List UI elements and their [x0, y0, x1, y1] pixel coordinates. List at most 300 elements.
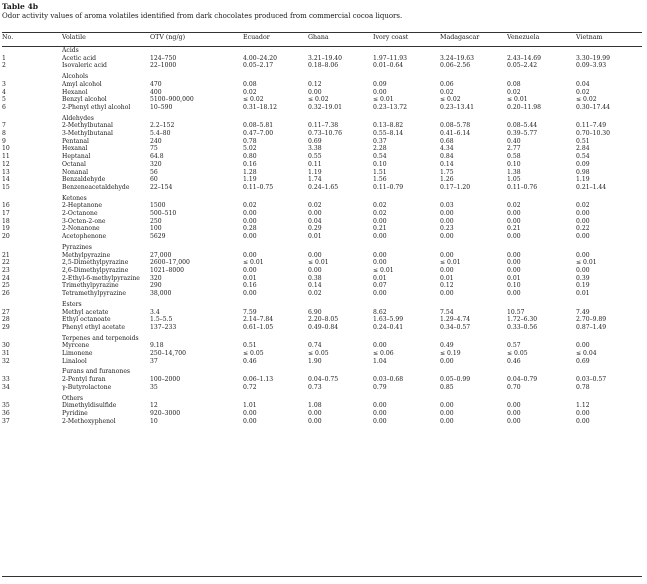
cell-ghana: 0.00	[308, 409, 322, 417]
group-header-row	[2, 298, 642, 309]
cell-madagascar: 0.41–6.14	[440, 130, 471, 138]
cell-vietnam: ≤ 0.02	[576, 96, 597, 104]
cell-ecuador: 0.00	[243, 233, 257, 241]
cell-no: 20	[2, 233, 10, 241]
cell-no: 9	[2, 137, 6, 145]
group-spacer	[2, 332, 62, 343]
cell-venezuela: ≤ 0.05	[507, 350, 528, 358]
cell-otv: 12	[150, 402, 158, 410]
cell-vietnam: 0.51	[576, 137, 590, 145]
cell-no: 11	[2, 153, 10, 161]
table-row	[2, 316, 642, 324]
table-row	[2, 176, 642, 184]
cell-ivory-coast: 1.51	[373, 168, 387, 176]
column-header-ivory-coast: Ivory coast	[373, 34, 409, 41]
cell-volatile: Tetramethylpyrazine	[62, 290, 126, 298]
cell-venezuela: 2.77	[507, 145, 521, 153]
cell-ghana: 0.73–10.76	[308, 130, 343, 138]
cell-ecuador: 0.46	[243, 357, 257, 365]
cell-vietnam: 2.70–9.89	[576, 316, 607, 324]
cell-ecuador: 0.00	[243, 251, 257, 259]
cell-madagascar: 0.05–0.99	[440, 376, 471, 384]
cell-volatile: Octanal	[62, 160, 86, 168]
cell-vietnam: 0.04	[576, 80, 590, 88]
cell-ivory-coast: 0.02	[373, 202, 387, 210]
cell-otv: 1021–8000	[150, 266, 185, 274]
group-name: Furans and furanones	[62, 368, 131, 376]
table-row	[2, 384, 642, 392]
cell-no: 8	[2, 130, 6, 138]
group-name: Others	[62, 394, 84, 402]
cell-volatile: Pyridine	[62, 409, 88, 417]
cell-no: 35	[2, 402, 10, 410]
cell-ghana: 0.11	[308, 160, 322, 168]
cell-volatile: 2-Pentyl furan	[62, 376, 106, 384]
cell-ghana: 1.90	[308, 357, 322, 365]
cell-ecuador: ≤ 0.01	[243, 259, 264, 267]
cell-ecuador: 0.16	[243, 160, 257, 168]
cell-ivory-coast: 0.02	[373, 210, 387, 218]
cell-no: 26	[2, 290, 10, 298]
cell-venezuela: 0.20–11.98	[507, 103, 542, 111]
cell-vietnam: 0.54	[576, 153, 590, 161]
cell-otv: 5100–900,000	[150, 96, 194, 104]
cell-ivory-coast: 0.00	[373, 342, 387, 350]
cell-vietnam: 7.49	[576, 308, 590, 316]
cell-volatile: Limonene	[62, 350, 93, 358]
cell-volatile: 3-Octen-2-one	[62, 217, 106, 225]
cell-madagascar: 0.00	[440, 251, 454, 259]
cell-vietnam: 0.09–3.93	[576, 62, 607, 70]
cell-otv: 2600–17,000	[150, 259, 190, 267]
group-name: Pyrazines	[62, 243, 92, 251]
table-row	[2, 96, 642, 104]
cell-volatile: Hexanol	[62, 88, 88, 96]
cell-ghana: 0.02	[308, 202, 322, 210]
cell-no: 1	[2, 54, 6, 62]
cell-venezuela: 0.58	[507, 153, 521, 161]
group-name: Esters	[62, 300, 82, 308]
cell-vietnam: 0.00	[576, 210, 590, 218]
table-row	[2, 202, 642, 210]
cell-ghana: 0.11–7.38	[308, 122, 339, 130]
cell-madagascar: 0.34–0.57	[440, 323, 471, 331]
cell-ivory-coast: 0.00	[373, 417, 387, 425]
cell-ecuador: 0.80	[243, 153, 257, 161]
cell-no: 29	[2, 323, 10, 331]
cell-ghana: 0.55	[308, 153, 322, 161]
cell-madagascar: 0.00	[440, 417, 454, 425]
cell-vietnam: 0.00	[576, 251, 590, 259]
cell-vietnam: 0.98	[576, 168, 590, 176]
cell-madagascar: 0.00	[440, 409, 454, 417]
cell-ghana: 0.18–8.06	[308, 62, 339, 70]
cell-vietnam: 0.00	[576, 409, 590, 417]
cell-volatile: 3-Methylbutanal	[62, 130, 113, 138]
table-row	[2, 410, 642, 418]
table-header-row	[2, 34, 642, 45]
cell-venezuela: 0.00	[507, 402, 521, 410]
table-row	[2, 233, 642, 241]
cell-no: 24	[2, 274, 10, 282]
cell-ivory-coast: ≤ 0.01	[373, 96, 394, 104]
table-row	[2, 210, 642, 218]
cell-venezuela: 2.43–14.69	[507, 54, 542, 62]
cell-volatile: Hexanal	[62, 145, 88, 153]
cell-no: 31	[2, 350, 10, 358]
cell-otv: 250	[150, 217, 162, 225]
cell-ivory-coast: 0.07	[373, 282, 387, 290]
cell-ecuador: 0.00	[243, 210, 257, 218]
cell-madagascar: 0.14	[440, 160, 454, 168]
cell-venezuela: 1.72–6.30	[507, 316, 538, 324]
cell-otv: 500–510	[150, 210, 177, 218]
cell-vietnam: 0.11–7.49	[576, 122, 607, 130]
cell-madagascar: 0.12	[440, 282, 454, 290]
cell-ecuador: 7.59	[243, 308, 257, 316]
cell-vietnam: ≤ 0.04	[576, 350, 597, 358]
table-row	[2, 81, 642, 89]
cell-vietnam: 0.21–1.44	[576, 183, 607, 191]
cell-no: 3	[2, 80, 6, 88]
cell-ghana: 0.29	[308, 225, 322, 233]
cell-madagascar: 0.00	[440, 290, 454, 298]
table-body	[2, 45, 642, 425]
cell-vietnam: 0.01	[576, 290, 590, 298]
cell-otv: 2.2–152	[150, 122, 175, 130]
cell-venezuela: 0.08	[507, 80, 521, 88]
cell-venezuela: 0.00	[507, 233, 521, 241]
table-row	[2, 290, 642, 298]
cell-ghana: 0.74	[308, 342, 322, 350]
cell-ghana: 3.38	[308, 145, 322, 153]
cell-otv: 100–2000	[150, 376, 181, 384]
cell-ivory-coast: 0.37	[373, 137, 387, 145]
group-name: Ketones	[62, 194, 87, 202]
column-header-vietnam: Vietnam	[576, 34, 603, 41]
table-row	[2, 169, 642, 177]
cell-venezuela: 0.21	[507, 225, 521, 233]
cell-volatile: 2-Phenyl ethyl alcohol	[62, 103, 131, 111]
cell-no: 25	[2, 282, 10, 290]
cell-vietnam: 3.30–19.99	[576, 54, 611, 62]
cell-ecuador: 2.14–7.84	[243, 316, 274, 324]
table-row	[2, 161, 642, 169]
cell-volatile: Amyl alcohol	[62, 80, 102, 88]
table-label: Table 4b	[2, 2, 39, 11]
cell-venezuela: ≤ 0.01	[507, 96, 528, 104]
group-spacer	[2, 365, 62, 376]
cell-ecuador: 1.28	[243, 168, 257, 176]
cell-otv: 75	[150, 145, 158, 153]
cell-venezuela: 10.57	[507, 308, 525, 316]
cell-venezuela: 0.33–0.56	[507, 323, 538, 331]
cell-no: 12	[2, 160, 10, 168]
cell-ivory-coast: 0.00	[373, 88, 387, 96]
cell-no: 36	[2, 409, 10, 417]
cell-madagascar: 0.01	[440, 274, 454, 282]
cell-ecuador: 0.00	[243, 266, 257, 274]
odor-activity-table	[2, 34, 642, 425]
group-header-row	[2, 241, 642, 252]
cell-ecuador: 0.01	[243, 274, 257, 282]
cell-vietnam: 0.39	[576, 274, 590, 282]
cell-otv: 920–3000	[150, 409, 181, 417]
cell-ghana: 0.14	[308, 282, 322, 290]
group-name: Alcohols	[62, 73, 89, 81]
cell-ivory-coast: ≤ 0.06	[373, 350, 394, 358]
cell-no: 4	[2, 88, 6, 96]
cell-volatile: γ-Butyrolactone	[62, 383, 112, 391]
cell-ecuador: 0.00	[243, 217, 257, 225]
cell-otv: 470	[150, 80, 162, 88]
cell-no: 5	[2, 96, 6, 104]
cell-venezuela: 1.38	[507, 168, 521, 176]
cell-venezuela: 0.00	[507, 251, 521, 259]
column-header-no: No.	[2, 34, 14, 41]
cell-madagascar: 0.23	[440, 225, 454, 233]
cell-madagascar: 0.00	[440, 217, 454, 225]
cell-vietnam: 0.69	[576, 357, 590, 365]
cell-ecuador: 0.06–1.13	[243, 376, 274, 384]
cell-otv: 22–154	[150, 183, 173, 191]
group-name: Terpenes and terpenoids	[62, 334, 139, 342]
cell-venezuela: 0.70	[507, 383, 521, 391]
cell-no: 19	[2, 225, 10, 233]
group-name: Aldehydes	[62, 114, 94, 122]
cell-ivory-coast: 0.00	[373, 259, 387, 267]
cell-no: 34	[2, 383, 10, 391]
cell-volatile: 2-Methoxyphenol	[62, 417, 116, 425]
cell-madagascar: 0.00	[440, 266, 454, 274]
cell-ecuador: 0.05–2.17	[243, 62, 274, 70]
cell-ivory-coast: 8.62	[373, 308, 387, 316]
cell-ivory-coast: 0.01	[373, 274, 387, 282]
table-row	[2, 259, 642, 267]
table-row	[2, 252, 642, 260]
cell-madagascar: 0.17–1.20	[440, 183, 471, 191]
group-header-row	[2, 45, 642, 55]
cell-volatile: Isovaleric acid	[62, 62, 107, 70]
cell-vietnam: 0.09	[576, 160, 590, 168]
cell-madagascar: 4.34	[440, 145, 454, 153]
cell-volatile: 2,6-Dimethylpyrazine	[62, 266, 129, 274]
cell-volatile: 2-Methylbutanal	[62, 122, 113, 130]
cell-ecuador: 0.08–5.81	[243, 122, 274, 130]
cell-volatile: Methylpyrazine	[62, 251, 111, 259]
cell-otv: 38,000	[150, 290, 172, 298]
cell-no: 33	[2, 376, 10, 384]
table-row	[2, 130, 642, 138]
cell-ghana: 3.21–19.40	[308, 54, 343, 62]
cell-venezuela: 0.00	[507, 266, 521, 274]
cell-otv: 290	[150, 282, 162, 290]
cell-vietnam: 0.87–1.49	[576, 323, 607, 331]
cell-otv: 64.8	[150, 153, 164, 161]
cell-ghana: 6.90	[308, 308, 322, 316]
cell-ghana: 1.19	[308, 168, 322, 176]
table-row	[2, 218, 642, 226]
cell-no: 14	[2, 176, 10, 184]
cell-ivory-coast: 0.24–0.41	[373, 323, 404, 331]
cell-no: 27	[2, 308, 10, 316]
cell-ivory-coast: 0.00	[373, 409, 387, 417]
cell-venezuela: 0.05–2.42	[507, 62, 538, 70]
table-row	[2, 122, 642, 130]
cell-ivory-coast: 0.03–0.68	[373, 376, 404, 384]
cell-ghana: 0.69	[308, 137, 322, 145]
cell-ecuador: 0.78	[243, 137, 257, 145]
cell-madagascar: 1.29–4.74	[440, 316, 471, 324]
cell-ecuador: 0.00	[243, 409, 257, 417]
cell-otv: 22–1000	[150, 62, 177, 70]
cell-no: 17	[2, 210, 10, 218]
cell-ecuador: 0.47–7.00	[243, 130, 274, 138]
table-row	[2, 309, 642, 317]
cell-no: 16	[2, 202, 10, 210]
cell-ghana: 2.20–8.05	[308, 316, 339, 324]
cell-madagascar: 0.49	[440, 342, 454, 350]
cell-volatile: Benzaldehyde	[62, 176, 106, 184]
cell-ivory-coast: 0.00	[373, 217, 387, 225]
cell-vietnam: 0.70–10.30	[576, 130, 611, 138]
cell-venezuela: 0.10	[507, 160, 521, 168]
table-row	[2, 89, 642, 97]
cell-ivory-coast: 0.00	[373, 233, 387, 241]
cell-madagascar: 0.68	[440, 137, 454, 145]
cell-ghana: 0.73	[308, 383, 322, 391]
cell-ghana: 0.00	[308, 266, 322, 274]
cell-no: 10	[2, 145, 10, 153]
cell-otv: 3.4	[150, 308, 160, 316]
cell-venezuela: 0.46	[507, 357, 521, 365]
group-header-row	[2, 70, 642, 81]
cell-ivory-coast: 0.10	[373, 160, 387, 168]
cell-no: 2	[2, 62, 6, 70]
cell-madagascar: ≤ 0.01	[440, 259, 461, 267]
table-row	[2, 153, 642, 161]
cell-ghana: 0.00	[308, 417, 322, 425]
cell-madagascar: 0.06–2.56	[440, 62, 471, 70]
cell-venezuela: 0.08–5.44	[507, 122, 538, 130]
cell-volatile: 2-Heptanone	[62, 202, 102, 210]
cell-ghana: 1.74	[308, 176, 322, 184]
cell-ivory-coast: 0.01–0.64	[373, 62, 404, 70]
cell-otv: 124–750	[150, 54, 177, 62]
cell-venezuela: 0.39–5.77	[507, 130, 538, 138]
cell-ghana: 0.02	[308, 290, 322, 298]
cell-ecuador: 0.51	[243, 342, 257, 350]
cell-ivory-coast: 0.00	[373, 402, 387, 410]
table-row	[2, 350, 642, 358]
cell-volatile: Acetic acid	[62, 54, 97, 62]
group-spacer	[2, 392, 62, 403]
column-header-ghana: Ghana	[308, 34, 329, 41]
table-row	[2, 282, 642, 290]
cell-otv: 320	[150, 160, 162, 168]
cell-volatile: Myrcene	[62, 342, 90, 350]
cell-madagascar: 0.03	[440, 202, 454, 210]
cell-venezuela: 0.01	[507, 274, 521, 282]
cell-ghana: 1.08	[308, 402, 322, 410]
cell-venezuela: 0.00	[507, 259, 521, 267]
cell-ivory-coast: 0.00	[373, 251, 387, 259]
group-spacer	[2, 298, 62, 309]
cell-volatile: Linalool	[62, 357, 87, 365]
group-spacer	[2, 70, 62, 81]
cell-ecuador: 0.72	[243, 383, 257, 391]
cell-ivory-coast: 0.54	[373, 153, 387, 161]
cell-no: 21	[2, 251, 10, 259]
cell-madagascar: 0.00	[440, 402, 454, 410]
group-spacer	[2, 112, 62, 123]
table-row	[2, 184, 642, 192]
cell-ivory-coast: 1.63–5.99	[373, 316, 404, 324]
cell-volatile: 2-Octanone	[62, 210, 98, 218]
cell-madagascar: 0.00	[440, 233, 454, 241]
cell-vietnam: ≤ 0.01	[576, 259, 597, 267]
cell-ghana: 0.49–0.84	[308, 323, 339, 331]
cell-volatile: Benzyl alcohol	[62, 96, 107, 104]
cell-ecuador: 1.19	[243, 176, 257, 184]
table-top-rule	[2, 32, 642, 33]
cell-ecuador: 0.00	[243, 417, 257, 425]
cell-madagascar: 0.85	[440, 383, 454, 391]
cell-ivory-coast: 1.56	[373, 176, 387, 184]
table-row	[2, 104, 642, 112]
cell-volatile: Trimethylpyrazine	[62, 282, 119, 290]
column-header-madagascar: Madagascar	[440, 34, 480, 41]
cell-otv: 240	[150, 137, 162, 145]
table-row	[2, 267, 642, 275]
cell-venezuela: 0.00	[507, 290, 521, 298]
cell-no: 6	[2, 103, 6, 111]
column-header-otv: OTV (ng/g)	[150, 34, 186, 41]
cell-ghana: 0.32–19.01	[308, 103, 343, 111]
table-row	[2, 358, 642, 366]
cell-volatile: Pentanal	[62, 137, 89, 145]
table-row	[2, 145, 642, 153]
cell-no: 18	[2, 217, 10, 225]
cell-ghana: 0.04	[308, 217, 322, 225]
cell-venezuela: 0.00	[507, 409, 521, 417]
cell-venezuela: 0.04–0.79	[507, 376, 538, 384]
cell-ghana: 0.00	[308, 88, 322, 96]
cell-volatile: Heptanal	[62, 153, 91, 161]
table-row	[2, 402, 642, 410]
cell-no: 15	[2, 183, 10, 191]
cell-madagascar: 0.00	[440, 210, 454, 218]
cell-no: 7	[2, 122, 6, 130]
cell-madagascar: 3.24–19.63	[440, 54, 475, 62]
cell-ghana: 0.00	[308, 251, 322, 259]
cell-venezuela: 0.00	[507, 417, 521, 425]
column-header-ecuador: Ecuador	[243, 34, 270, 41]
cell-ecuador: 4.00–24.20	[243, 54, 278, 62]
cell-madagascar: 1.75	[440, 168, 454, 176]
cell-otv: 1.5–5.5	[150, 316, 173, 324]
cell-ecuador: 0.31–18.12	[243, 103, 278, 111]
cell-venezuela: 0.00	[507, 217, 521, 225]
cell-ghana: ≤ 0.05	[308, 350, 329, 358]
group-header-row	[2, 192, 642, 203]
cell-otv: 35	[150, 383, 158, 391]
cell-vietnam: 2.84	[576, 145, 590, 153]
cell-ecuador: 0.02	[243, 88, 257, 96]
cell-otv: 320	[150, 274, 162, 282]
cell-ghana: ≤ 0.02	[308, 96, 329, 104]
column-header-venezuela: Venezuela	[507, 34, 540, 41]
